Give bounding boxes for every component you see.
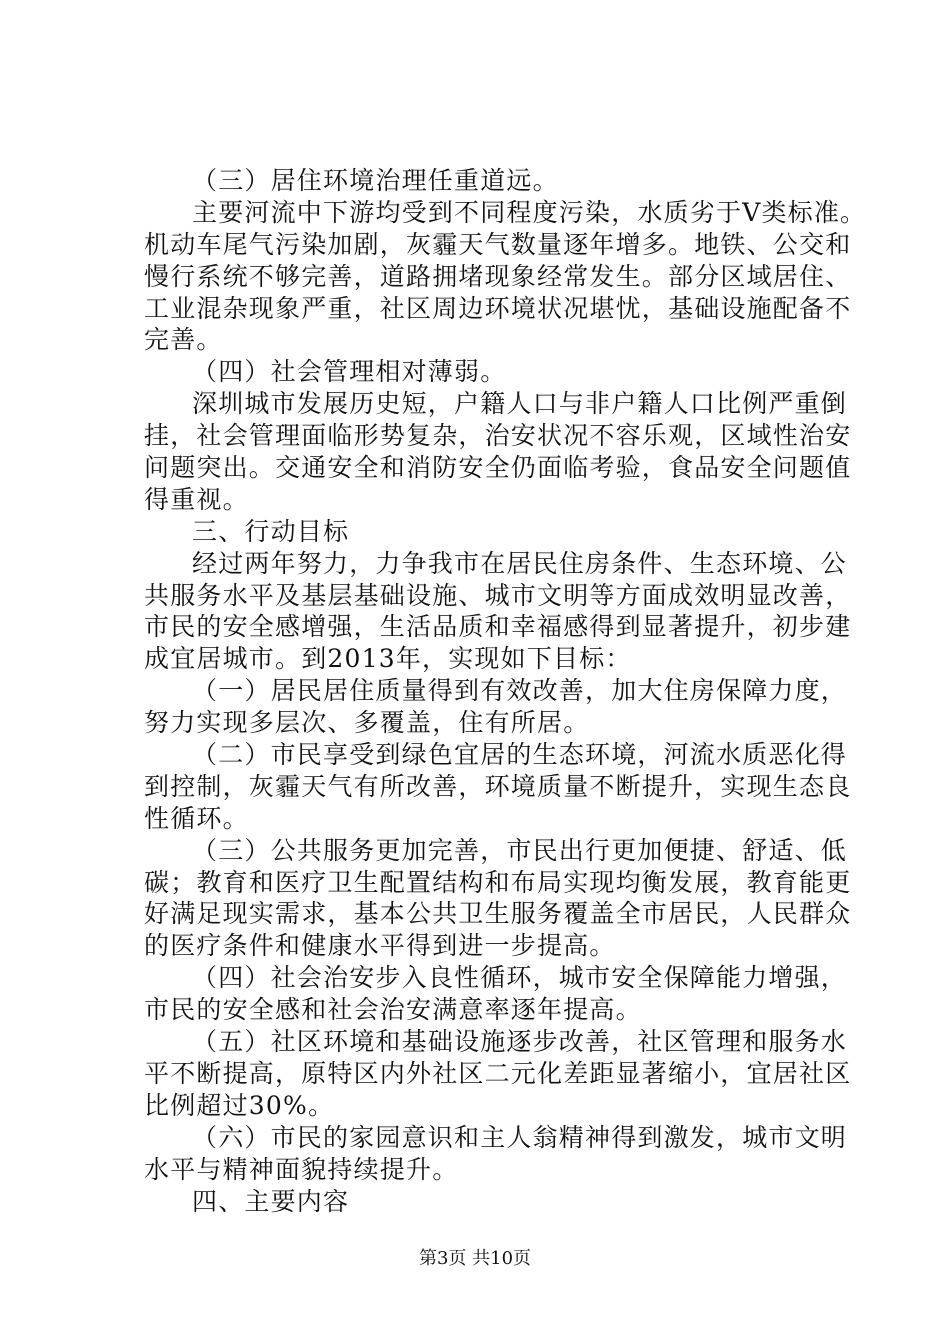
text-line: （一）居民居住质量得到有效改善，加大住房保障力度，: [192, 676, 848, 706]
text-line: （二）市民享受到绿色宜居的生态环境，河流水质恶化得: [192, 740, 848, 770]
text-line: （五）社区环境和基础设施逐步改善，社区管理和服务水: [192, 1027, 848, 1057]
text-line: 完善。: [144, 325, 223, 355]
text-line: 得重视。: [144, 484, 249, 514]
text-line: 到控制，灰霾天气有所改善，环境质量不断提升，实现生态良: [144, 771, 852, 801]
text-line: 市民的安全感增强，生活品质和幸福感得到显著提升，初步建: [144, 612, 852, 642]
text-line: 三、行动目标: [192, 516, 350, 546]
text-line: 工业混杂现象严重，社区周边环境状况堪忧，基础设施配备不: [144, 293, 852, 323]
text-line: 性循环。: [144, 803, 249, 833]
text-line: （四）社会管理相对薄弱。: [192, 357, 507, 387]
text-line: 水平与精神面貌持续提升。: [144, 1154, 459, 1184]
text-line: 机动车尾气污染加剧，灰霾天气数量逐年增多。地铁、公交和: [144, 229, 852, 259]
text-line: （三）公共服务更加完善，市民出行更加便捷、舒适、低: [192, 835, 848, 865]
text-line: 平不断提高，原特区内外社区二元化差距显著缩小，宜居社区: [144, 1058, 852, 1088]
text-line: 比例超过30%。: [144, 1090, 335, 1120]
text-line: 好满足现实需求，基本公共卫生服务覆盖全市居民，人民群众: [144, 899, 852, 929]
page-footer: 第3页 共10页: [418, 1248, 532, 1269]
text-line: 慢行系统不够完善，道路拥堵现象经常发生。部分区域居住、: [144, 261, 852, 291]
text-line: 碳；教育和医疗卫生配置结构和布局实现均衡发展，教育能更: [144, 867, 852, 897]
text-line: 努力实现多层次、多覆盖，住有所居。: [144, 708, 590, 738]
text-line: （六）市民的家园意识和主人翁精神得到激发，城市文明: [192, 1122, 848, 1152]
text-line: 深圳城市发展历史短，户籍人口与非户籍人口比例严重倒: [192, 389, 848, 419]
text-line: 问题突出。交通安全和消防安全仍面临考验，食品安全问题值: [144, 453, 852, 483]
text-line: （四）社会治安步入良性循环，城市安全保障能力增强，: [192, 963, 848, 993]
text-line: 共服务水平及基层基础设施、城市文明等方面成效明显改善，: [144, 580, 852, 610]
text-line: 挂，社会管理面临形势复杂，治安状况不容乐观，区域性治安: [144, 421, 852, 451]
text-line: 成宜居城市。到2013年，实现如下目标：: [144, 644, 632, 674]
text-line: 主要河流中下游均受到不同程度污染，水质劣于Ⅴ类标准。: [192, 197, 867, 227]
text-line: 四、主要内容: [192, 1186, 350, 1216]
text-line: 市民的安全感和社会治安满意率逐年提高。: [144, 995, 642, 1025]
text-line: （三）居住环境治理任重道远。: [192, 166, 559, 195]
text-line: 经过两年努力，力争我市在居民住房条件、生态环境、公: [192, 548, 848, 578]
text-line: 的医疗条件和健康水平得到进一步提高。: [144, 931, 616, 961]
document-body: [144, 165, 867, 1217]
